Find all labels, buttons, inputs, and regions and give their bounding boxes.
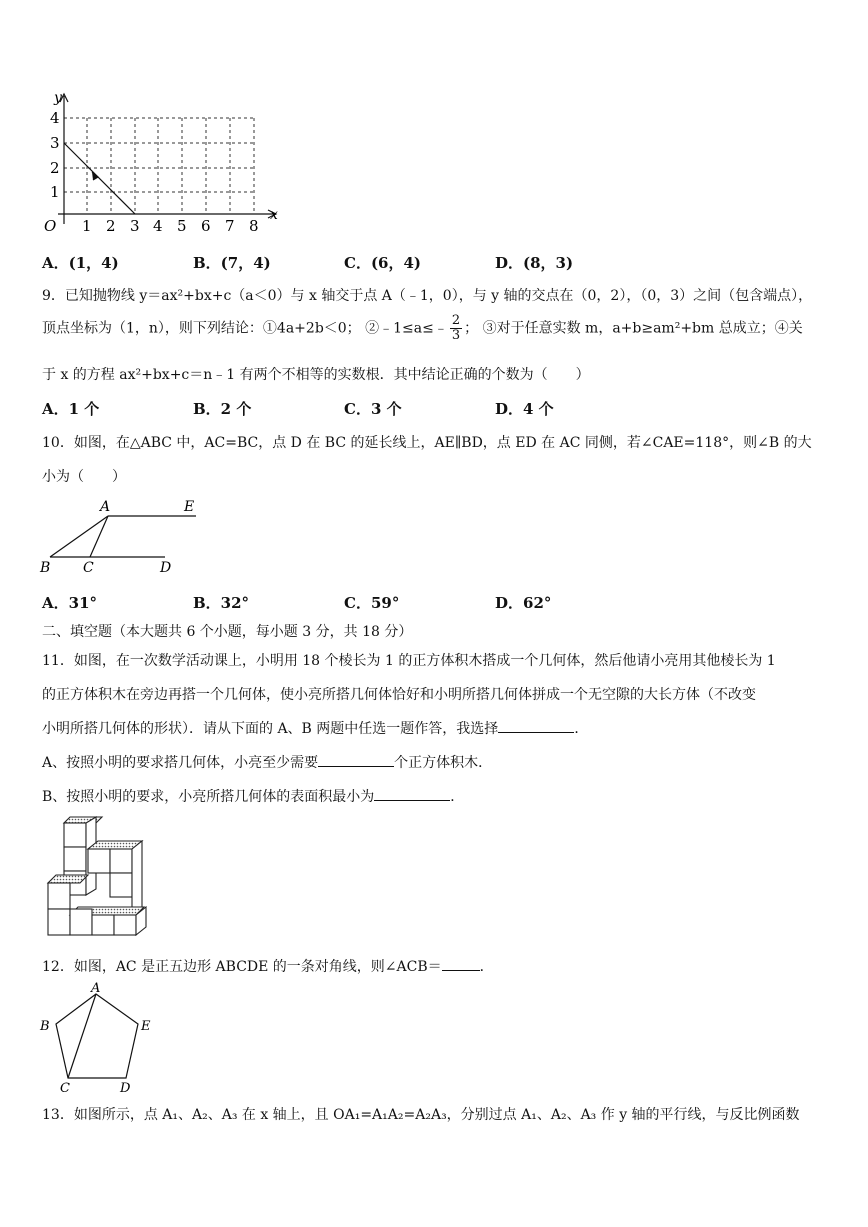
q8-option-b: B．(7，4) [193,254,271,272]
x-tick-8: 8 [249,217,259,235]
q12-answer-blank[interactable] [442,956,480,971]
q10-triangle-figure [38,496,208,578]
q10-label-d: D [160,560,172,576]
q11-line-b-text: B、按照小明的要求，小亮所搭几何体的表面积最小为 [42,789,375,805]
q12-end: ． [479,959,494,975]
q12-text: 12．如图，AC 是正五边形 ABCDE 的一条对角线，则∠ACB＝ [42,959,442,975]
q11-line-1: 11．如图，在一次数学活动课上，小明用 18 个棱长为 1 的正方体积木搭成一个几何体，然后他请小亮用其他棱长为 1 [42,653,776,669]
q9-option-d: D．4 个 [495,400,554,418]
y-axis-label: y [54,90,62,106]
q11-a-blank[interactable] [318,752,394,767]
q9-line-2-part-a: 顶点坐标为（1，n），则下列结论：①4a+2b＜0； ②﹣1≤a≤﹣ [42,320,448,337]
q9-option-b: B．2 个 [193,400,252,418]
x-tick-3: 3 [130,217,140,235]
q8-option-c: C．(6，4) [344,254,422,272]
q11-line-3-end: ． [574,721,589,737]
q9-fraction-num: 2 [451,313,461,328]
q12-label-a: A [91,981,101,996]
q13-line-1: 13．如图所示，点 A₁、A₂、A₃ 在 x 轴上，且 OA₁=A₁A₂=A₂A₃，分别过点 A₁、A₂、A₃ 作 y 轴的平行线，与反比例函数 [42,1107,800,1123]
q11-line-a [42,752,492,772]
coordinate-grid-figure [40,88,290,236]
q10-line-1: 10．如图，在△ABC 中，AC=BC，点 D 在 BC 的延长线上，AE∥BD，点 ED 在 AC 同侧，若∠CAE=118°，则∠B 的大 [42,435,812,451]
q11-choice-blank[interactable] [498,718,574,733]
y-tick-3: 3 [50,134,60,152]
q10-option-b: B．32° [193,594,250,612]
q10-option-d: D．62° [495,594,552,612]
q9-line-2-part-b: ； ③对于任意实数 m，a+b≥am²+bm 总成立；④关 [464,320,803,337]
q12-label-d: D [120,1081,131,1094]
x-tick-1: 1 [82,217,92,235]
q11-cube-figure [44,815,156,943]
x-tick-6: 6 [201,217,211,235]
q11-line-3-text: 小明所搭几何体的形状）．请从下面的 A、B 两题中任选一题作答，我选择 [42,721,499,737]
q10-label-c: C [83,560,94,576]
q11-line-2: 的正方体积木在旁边再搭一个几何体，使小亮所搭几何体恰好和小明所搭几何体拼成一个无空隙的大长方体（不改变 [42,687,756,703]
q11-line-b-end: ． [450,789,465,805]
y-tick-1: 1 [50,183,60,201]
q9-line-3: 于 x 的方程 ax²+bx+c＝n﹣1 有两个不相等的实数根．其中结论正确的个数为（ ） [42,367,590,383]
q10-label-a: A [100,499,111,515]
x-axis-label: x [270,207,278,223]
q9-line-1: 9．已知抛物线 y＝ax²+bx+c（a＜0）与 x 轴交于点 A（﹣1，0），与 y 轴的交点在（0，2），（0，3）之间（包含端点）， [42,288,813,304]
q10-line-2: 小为（ ） [42,469,126,485]
x-tick-2: 2 [106,217,116,235]
q9-option-a: A．1 个 [42,400,100,418]
section-2-heading: 二、填空题（本大题共 6 个小题，每小题 3 分，共 18 分） [42,624,413,640]
q10-label-e: E [184,499,195,515]
q12-label-c: C [60,1081,70,1094]
q9-fraction-den: 3 [451,328,461,343]
q9-line-2 [42,314,803,343]
q11-line-3 [42,718,588,738]
y-tick-2: 2 [50,159,60,177]
origin-label: O [44,217,57,235]
q10-label-b: B [40,560,51,576]
q9-option-c: C．3 个 [344,400,402,418]
q11-line-a-end: 个正方体积木． [394,755,493,771]
x-tick-4: 4 [153,217,163,235]
q12-pentagon-figure [34,980,164,1094]
x-tick-7: 7 [225,217,235,235]
q8-option-d: D．(8，3) [495,254,574,272]
x-tick-5: 5 [177,217,187,235]
q11-line-a-text: A、按照小明的要求搭几何体，小亮至少需要 [42,755,319,771]
q9-fraction [450,314,462,343]
q11-line-b [42,786,464,806]
q10-option-c: C．59° [344,594,400,612]
y-tick-4: 4 [50,109,60,127]
q12-label-e: E [141,1019,151,1034]
q11-b-blank[interactable] [374,786,450,801]
q12-line [42,956,494,976]
q8-option-a: A．(1，4) [42,254,119,272]
q12-label-b: B [40,1019,50,1034]
q10-option-a: A．31° [42,594,98,612]
